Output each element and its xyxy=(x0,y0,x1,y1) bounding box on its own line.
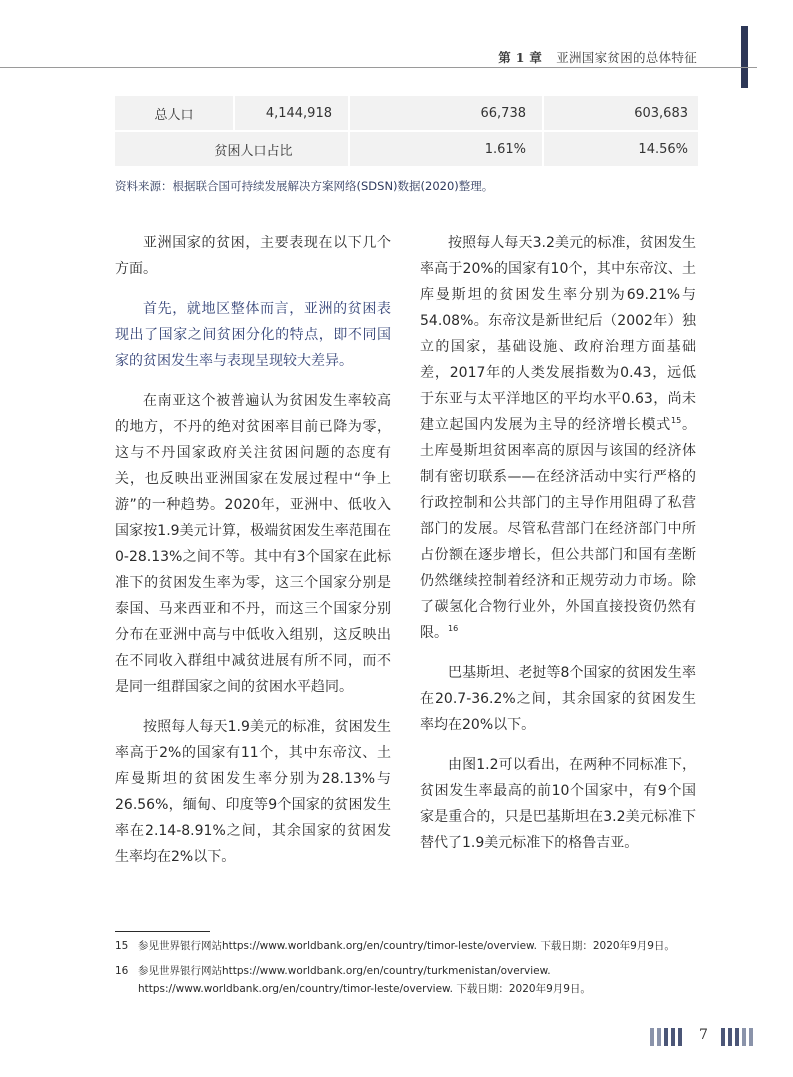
table-cell: 贫困人口占比 xyxy=(115,132,350,166)
chapter-title: 亚洲国家贫困的总体特征 xyxy=(556,50,697,65)
footnote-number: 16 xyxy=(115,965,129,977)
table-row xyxy=(115,132,698,166)
paragraph-text: 。土库曼斯坦贫困率高的原因与该国的经济体制有密切联系——在经济活动中实行严格的行政控制和公共部门的主导作用阻碍了私营部门的发展。尽管私营部门在经济部门中所占份额在逐步增长，但公共部门和国有垄断仍然继续控制着经济和正规劳动力市场。除了碳氢化合物行业外，外国直接投资仍然有限。 xyxy=(420,417,697,641)
paragraph xyxy=(420,230,696,646)
footnote xyxy=(115,937,705,955)
paragraph: 按照每人每天1.9美元的标准，贫困发生率高于2%的国家有11个，其中东帝汶、土库曼斯坦的贫困发生率分别为28.13%与26.56%，缅甸、印度等9个国家的贫困发生率在2.14-8.91%之间，其余国家的贫困发生率均在2%以下。 xyxy=(115,719,391,865)
table-cell: 4,144,918 xyxy=(235,96,350,130)
footnote-text: 参见世界银行网站https://www.worldbank.org/en/country/turkmenistan/overview. https://www.worldbank.org/en/country/timor-leste/overview. 下载日期：2020年9月9日。 xyxy=(138,965,591,995)
footnote-text: 参见世界银行网站https://www.worldbank.org/en/country/timor-leste/overview. 下载日期：2020年9月9日。 xyxy=(138,940,675,952)
paragraph: 巴基斯坦、老挝等8个国家的贫困发生率在20.7-36.2%之间，其余国家的贫困发生率均在20%以下。 xyxy=(420,665,696,733)
page-marker-bars-left xyxy=(650,1028,682,1046)
body-column-left xyxy=(115,230,391,884)
table-cell: 66,738 xyxy=(350,96,544,130)
footnote-number: 15 xyxy=(115,940,129,952)
chapter-number: 第 1 章 xyxy=(498,50,543,65)
table-row xyxy=(115,96,698,130)
paragraph: 亚洲国家的贫困，主要表现在以下几个方面。 xyxy=(115,235,391,277)
paragraph: 由图1.2可以看出，在两种不同标准下，贫困发生率最高的前10个国家中，有9个国家是重合的，只是巴基斯坦在3.2美元标准下替代了1.9美元标准下的格鲁吉亚。 xyxy=(420,757,696,851)
table-cell: 1.61% xyxy=(350,132,544,166)
table-cell: 14.56% xyxy=(638,141,688,157)
footnote-ref[interactable]: 15 xyxy=(671,416,682,425)
running-header xyxy=(498,48,697,66)
table-source-note: 资料来源：根据联合国可持续发展解决方案网络(SDSN)数据(2020)整理。 xyxy=(115,179,494,193)
table-cell: 总人口 xyxy=(115,96,235,130)
header-accent-bar xyxy=(741,26,748,88)
page-number: 7 xyxy=(699,1027,708,1043)
footnote xyxy=(115,962,705,998)
highlighted-paragraph: 首先，就地区整体而言，亚洲的贫困表现出了国家之间贫困分化的特点，即不同国家的贫困发生率与表现呈现较大差异。 xyxy=(115,301,391,369)
page-marker-bars-right xyxy=(721,1028,753,1046)
paragraph: 在南亚这个被普遍认为贫困发生率较高的地方，不丹的绝对贫困率目前已降为零，这与不丹国家政府关注贫困问题的态度有关，也反映出亚洲国家在发展过程中“争上游”的一种趋势。2020年，亚洲中、低收入国家按1.9美元计算，极端贫困发生率范围在0-28.13%之间不等。其中有3个国家在此标准下的贫困发生率为零，这三个国家分别是泰国、马来西亚和不丹，而这三个国家分别分布在亚洲中高与中低收入组别，这反映出在不同收入群组中减贫进展有所不同，而不是同一组群国家之间的贫困水平趋同。 xyxy=(115,393,391,695)
population-table xyxy=(115,96,698,166)
table-cell: 603,683 xyxy=(634,105,688,121)
footnote-rule xyxy=(115,931,210,932)
header-rule xyxy=(0,67,757,68)
footnote-ref[interactable]: 16 xyxy=(448,624,459,633)
body-column-right xyxy=(420,230,696,870)
paragraph-text: 按照每人每天3.2美元的标准，贫困发生率高于20%的国家有10个，其中东帝汶、土库曼斯坦的贫困发生率分别为69.21%与54.08%。东帝汶是新世纪后（2002年）独立的国家，基础设施、政府治理方面基础差，2017年的人类发展指数为0.43，远低于东亚与太平洋地区的平均水平0.63，尚未建立起国内发展为主导的经济增长模式 xyxy=(420,235,696,433)
